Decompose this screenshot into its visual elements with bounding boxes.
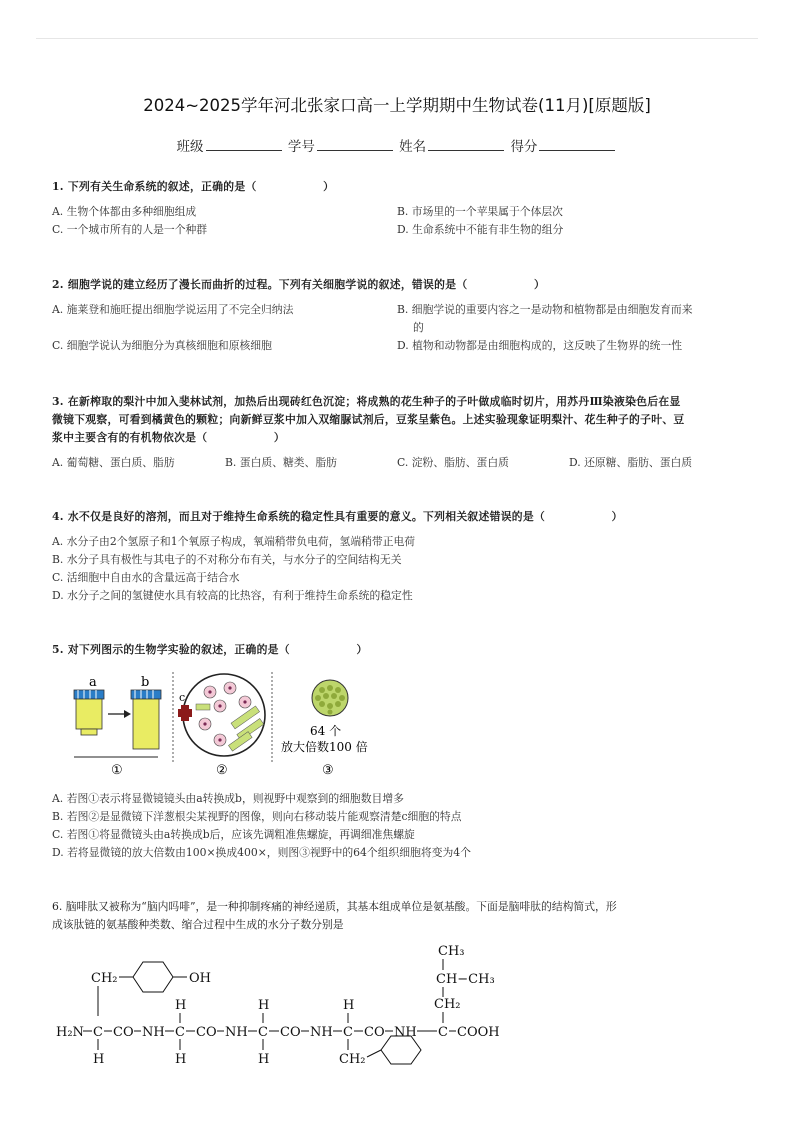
question-stem: 1. 下列有关生命系统的叙述，正确的是（ ）	[52, 180, 335, 193]
student-info-line	[0, 135, 794, 155]
question-stem: 5. 对下列图示的生物学实验的叙述，正确的是（ ）	[52, 643, 368, 656]
option-a[interactable]: A. 施莱登和施旺提出细胞学说运用了不完全归纳法	[52, 303, 294, 316]
co-group-3: CO	[280, 1025, 301, 1040]
question-5-options	[52, 790, 746, 862]
question-stem: 4. 水不仅是良好的溶剂，而且对于维持生命系统的稳定性具有重要的意义。下列相关叙述错误的是（ ）	[52, 510, 623, 523]
h-bottom-2: H	[175, 1052, 187, 1067]
ch3-top: CH₃	[438, 944, 465, 959]
option-d[interactable]: D. 若将显微镜的放大倍数由100×换成400×，则图③视野中的64个组织细胞将变为4个	[52, 846, 471, 859]
h-bottom-1: H	[93, 1052, 105, 1067]
class-label: 班级	[176, 139, 204, 155]
option-d[interactable]: D. 植物和动物都是由细胞构成的，这反映了生物界的统一性	[397, 339, 683, 352]
alpha-carbon-1: C	[93, 1025, 103, 1040]
microscope-figure	[60, 666, 390, 781]
option-d[interactable]: D. 还原糖、脂肪、蛋白质	[569, 456, 693, 469]
co-group-1: CO	[113, 1025, 134, 1040]
option-b-continued: 的	[413, 321, 424, 334]
ch2-group-1: CH₂	[91, 971, 118, 986]
option-a[interactable]: A. 葡萄糖、蛋白质、脂肪	[52, 456, 175, 469]
objective-a-icon	[74, 690, 104, 735]
question-1	[52, 178, 746, 239]
option-c[interactable]: C. 若图①将显微镜头由a转换成b后，应该先调粗准焦螺旋，再调细准焦螺旋	[52, 828, 415, 841]
alpha-carbon-3: C	[258, 1025, 268, 1040]
enkephalin-structure	[50, 935, 510, 1075]
top-rule	[36, 38, 758, 39]
oh-group: OH	[189, 971, 211, 986]
option-c[interactable]: C. 活细胞中自由水的含量远高于结合水	[52, 571, 240, 584]
tissue-cells-field-icon	[312, 680, 348, 716]
benzene-ring-icon	[381, 1036, 421, 1064]
ch2-group-5: CH₂	[434, 997, 461, 1012]
option-a[interactable]: A. 若图①表示将显微镜镜头由a转换成b，则视野中观察到的细胞数目增多	[52, 792, 404, 805]
option-d[interactable]: D. 生命系统中不能有非生物的组分	[397, 223, 564, 236]
label-b: b	[141, 675, 150, 690]
question-2	[52, 276, 746, 355]
arrow-icon	[108, 710, 131, 718]
question-stem-line-1: 3. 在新榨取的梨汁中加入斐林试剂，加热后出现砖红色沉淀；将成熟的花生种子的子叶做成临时切片，用苏丹Ⅲ染液染色后在显	[52, 395, 681, 408]
option-b[interactable]: B. 若图②是显微镜下洋葱根尖某视野的图像，则向右移动装片能观察清楚c细胞的特点	[52, 810, 462, 823]
score-label: 得分	[510, 139, 538, 155]
name-field[interactable]	[428, 138, 504, 151]
question-5	[52, 641, 746, 659]
benzene-ring-icon	[133, 962, 173, 992]
alpha-carbon-2: C	[175, 1025, 185, 1040]
option-c[interactable]: C. 一个城市所有的人是一个种群	[52, 223, 208, 236]
name-label: 姓名	[399, 139, 427, 155]
page-title: 2024~2025学年河北张家口高一上学期期中生物试卷(11月)[原题版]	[143, 96, 651, 115]
score-field[interactable]	[539, 138, 615, 151]
option-b[interactable]: B. 蛋白质、糖类、脂肪	[225, 456, 337, 469]
question-stem: 2. 细胞学说的建立经历了漫长而曲折的过程。下列有关细胞学说的叙述，错误的是（ ）	[52, 278, 546, 291]
objective-b-icon	[131, 690, 161, 749]
label-c: c	[179, 691, 186, 704]
question-stem-line-2: 成该肽链的氨基酸种类数、缩合过程中生成的水分子数分别是	[52, 918, 344, 931]
amino-terminus: H₂N	[56, 1025, 84, 1040]
magnification-label: 放大倍数100 倍	[281, 740, 368, 754]
alpha-carbon-4: C	[343, 1025, 353, 1040]
h-bottom-3: H	[258, 1052, 270, 1067]
student-id-label: 学号	[287, 139, 315, 155]
co-group-4: CO	[364, 1025, 385, 1040]
question-stem-line-2: 微镜下观察，可看到橘黄色的颗粒；向新鲜豆浆中加入双缩脲试剂后，豆浆呈紫色。上述实验现象证明梨汁、花生种子的子叶、豆	[52, 413, 685, 426]
question-4	[52, 508, 746, 605]
question-6	[52, 898, 746, 934]
nh-group-2: NH	[225, 1025, 248, 1040]
class-field[interactable]	[206, 138, 282, 151]
figure-number-3: ③	[322, 763, 334, 778]
option-c[interactable]: C. 细胞学说认为细胞分为真核细胞和原核细胞	[52, 339, 272, 352]
option-b[interactable]: B. 市场里的一个苹果属于个体层次	[397, 205, 563, 218]
alpha-carbon-5: C	[438, 1025, 448, 1040]
nh-group-3: NH	[310, 1025, 333, 1040]
option-a[interactable]: A. 水分子由2个氢原子和1个氧原子构成，氧端稍带负电荷，氢端稍带正电荷	[52, 535, 416, 548]
student-id-field[interactable]	[317, 138, 393, 151]
question-stem-line-3: 浆中主要含有的有机物依次是（ ）	[52, 431, 286, 444]
co-group-2: CO	[196, 1025, 217, 1040]
h-top-2: H	[175, 998, 187, 1013]
cell-count-label: 64 个	[310, 724, 342, 738]
nh-group-4: NH	[394, 1025, 417, 1040]
ch2-group-4: CH₂	[339, 1052, 366, 1067]
figure-number-1: ①	[111, 763, 123, 778]
option-b[interactable]: B. 水分子具有极性与其电子的不对称分布有关，与水分子的空间结构无关	[52, 553, 402, 566]
carboxyl-terminus: COOH	[457, 1025, 500, 1040]
figure-number-2: ②	[216, 763, 228, 778]
option-b[interactable]: B. 细胞学说的重要内容之一是动物和植物都是由细胞发育而来	[397, 303, 693, 316]
question-stem-line-1: 6. 脑啡肽又被称为“脑内吗啡”，是一种抑制疼痛的神经递质，其基本组成单位是氨基酸。下面是脑啡肽的结构简式，形	[52, 900, 617, 913]
question-3	[52, 393, 746, 472]
option-c[interactable]: C. 淀粉、脂肪、蛋白质	[397, 456, 509, 469]
label-a: a	[89, 675, 97, 690]
nh-group-1: NH	[142, 1025, 165, 1040]
h-top-4: H	[343, 998, 355, 1013]
option-d[interactable]: D. 水分子之间的氢键使水具有较高的比热容，有利于维持生命系统的稳定性	[52, 589, 413, 602]
h-top-3: H	[258, 998, 270, 1013]
option-a[interactable]: A. 生物个体都由多种细胞组成	[52, 205, 197, 218]
ch-ch3-group: CH−CH₃	[436, 972, 495, 987]
cell-field-icon	[183, 674, 265, 756]
